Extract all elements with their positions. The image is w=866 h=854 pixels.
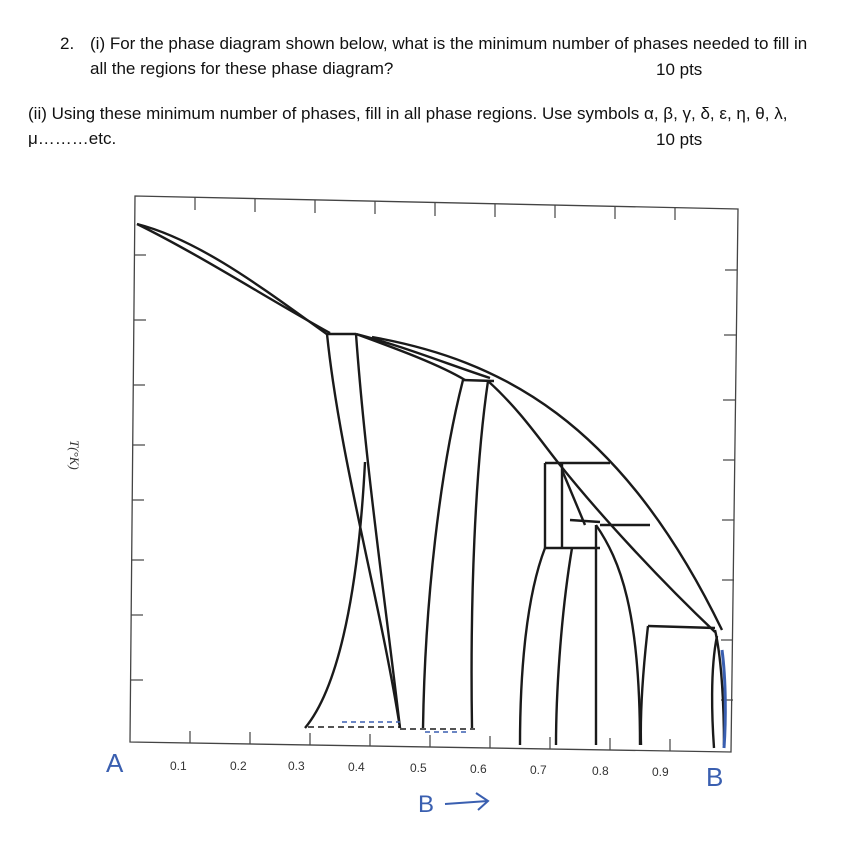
x-tick-label: 0.8 <box>592 764 609 778</box>
liquidus-descent <box>488 381 715 632</box>
phase-3-diag2 <box>570 520 600 522</box>
x-tick-label: 0.3 <box>288 759 305 773</box>
phase-3-lower-left <box>520 548 545 745</box>
x-tick-labels <box>170 759 669 779</box>
question-number: 2. <box>60 34 75 53</box>
dashed-base-lines <box>308 727 475 729</box>
b-end-solidus <box>715 630 724 745</box>
part2-points: 10 pts <box>656 130 703 149</box>
y-axis-label: T(°K) <box>67 440 82 470</box>
left-end-label: A <box>106 748 124 778</box>
x-tick-label: 0.9 <box>652 765 669 779</box>
x-tick-label: 0.6 <box>470 762 487 776</box>
x-tick-label: 0.4 <box>348 760 365 774</box>
axis-arrow-icon <box>445 793 488 810</box>
axis-arrow-label: B <box>418 791 435 818</box>
b-end-solvus <box>712 636 717 748</box>
question-part2-line1: (ii) Using these minimum number of phases, fill in all phase regions. Use symbols α, β, γ, δ, ε, η, θ, λ, <box>28 104 788 123</box>
frame-ticks <box>131 197 737 751</box>
phase-1-left <box>327 334 400 728</box>
x-tick-label: 0.7 <box>530 763 547 777</box>
diagram-frame <box>130 196 738 752</box>
question-part1-line2: all the regions for these phase diagram? <box>90 59 394 78</box>
phase-3-lower-right <box>556 548 572 745</box>
phase-2-left <box>423 380 463 728</box>
question-part2-line2: μ………etc. <box>28 129 117 148</box>
phase-boundaries <box>137 224 724 748</box>
x-tick-label: 0.1 <box>170 759 187 773</box>
right-end-label: B <box>706 762 724 792</box>
phase-1-right <box>356 334 400 728</box>
phase-4-top <box>596 525 640 745</box>
solidus-lower-1 <box>137 224 328 335</box>
question-part1-line1: (i) For the phase diagram shown below, what is the minimum number of phases needed to fill in <box>90 34 808 53</box>
x-tick-label: 0.5 <box>410 761 427 775</box>
phase-5-left <box>641 626 648 745</box>
part1-points: 10 pts <box>656 60 703 79</box>
phase-2-right <box>472 381 488 728</box>
phase-3-diagonal <box>562 470 585 525</box>
phase-5-top <box>648 626 715 628</box>
x-tick-label: 0.2 <box>230 759 247 773</box>
